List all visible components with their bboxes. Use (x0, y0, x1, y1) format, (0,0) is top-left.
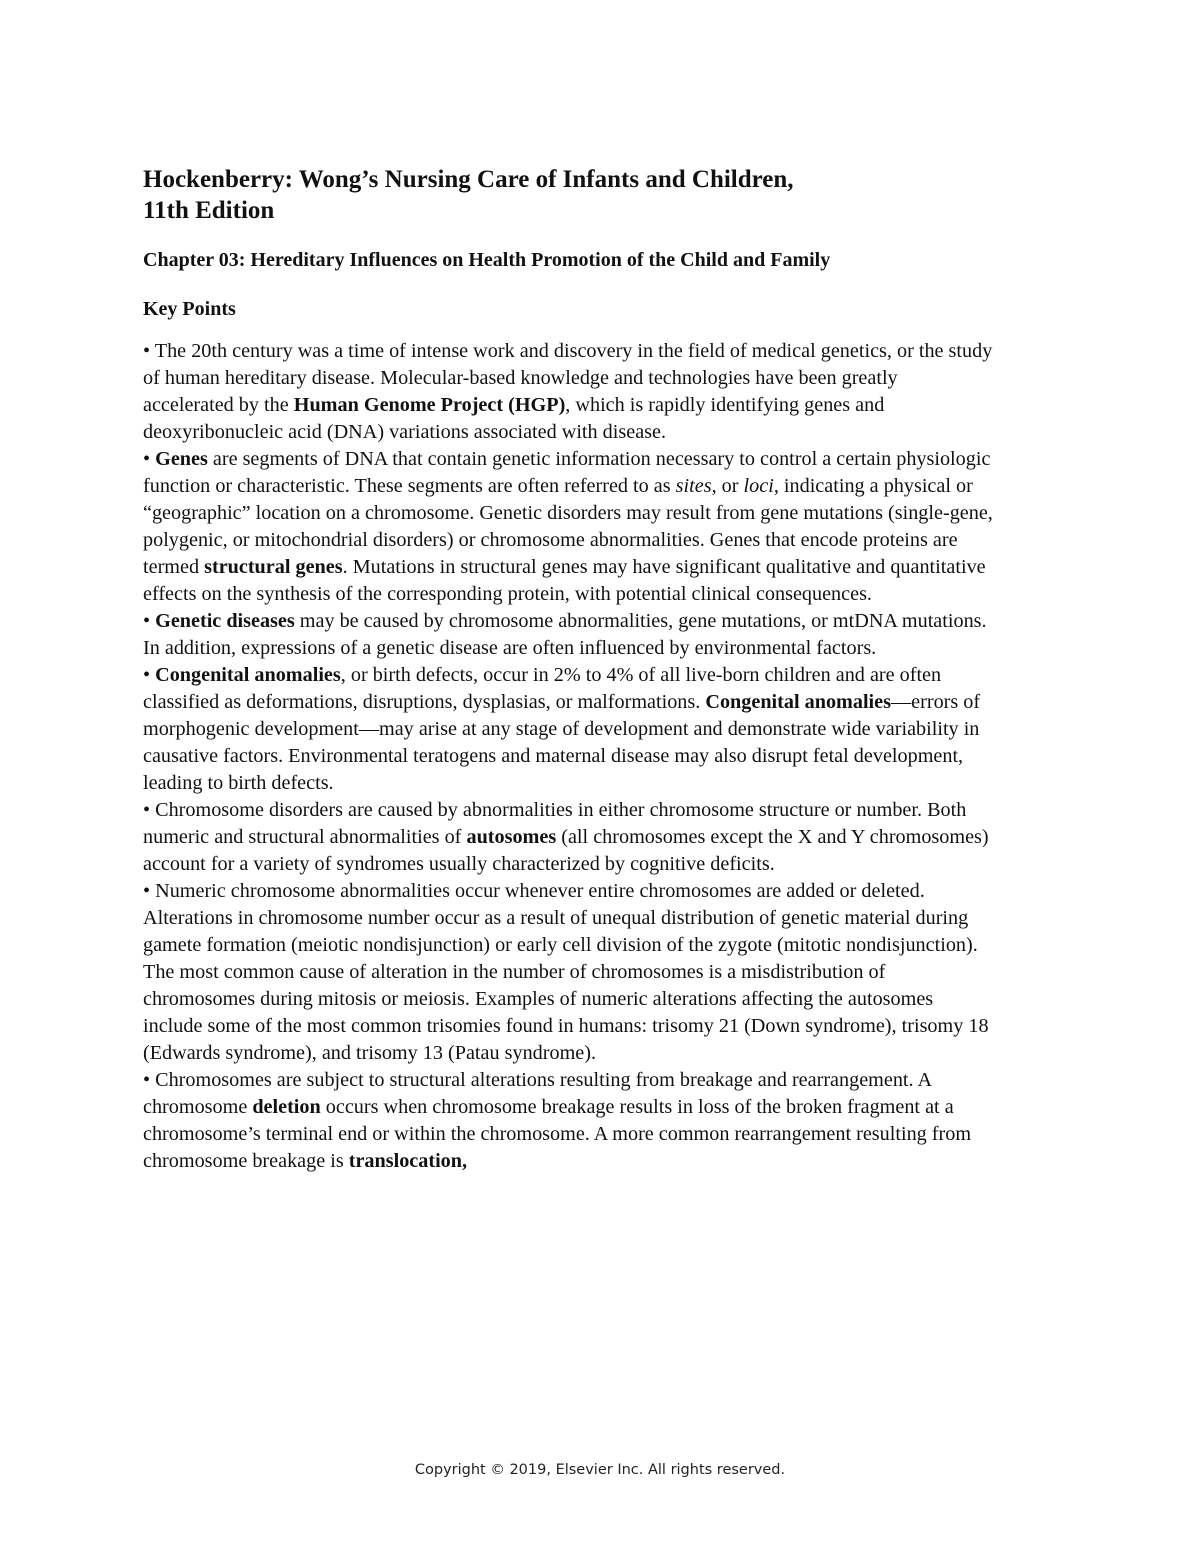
book-title (143, 164, 993, 226)
bullet-icon: • (143, 448, 151, 470)
bullet-icon: • (143, 880, 151, 902)
section-heading-key-points: Key Points (143, 298, 236, 320)
key-point-6 (143, 878, 993, 1067)
bold-term: Congenital anomalies (155, 664, 341, 686)
point-text: , which is rapidly identifying genes and deoxyribonucleic acid (DNA) variations associated with disease. (143, 394, 885, 443)
chapter-title: Chapter 03: Hereditary Influences on Health Promotion of the Child and Family (143, 249, 831, 271)
bold-term: autosomes (466, 826, 557, 848)
point-text: are segments of DNA that contain genetic information necessary to control a certain physiologic function or characteristic. These segments are often referred to as (143, 448, 991, 497)
key-point-5 (143, 797, 993, 878)
point-text: Numeric chromosome abnormalities occur whenever entire chromosomes are added or deleted. Alterations in chromosome number occur as a result of unequal distribution of genetic material during gamete formation (meiotic nondisjunction) or early cell division of the zygote (mitotic nondisjunction). The most common cause of alteration in the number of chromosomes is a misdistribution of chromosomes during mitosis or meiosis. Examples of numeric alterations affecting the autosomes include some of the most common trisomies found in humans: trisomy 21 (Down syndrome), trisomy 18 (Edwards syndrome), and trisomy 13 (Patau syndrome). (143, 880, 989, 1064)
point-text: , indicating a physical or “geographic” location on a chromosome. Genetic disorders may result from gene mutations (single-gene, polygenic, or mitochondrial disorders) or chromosome abnormalities. Genes that encode proteins are termed (143, 475, 993, 578)
bold-term: Genetic diseases (155, 610, 295, 632)
key-point-1 (143, 338, 993, 446)
book-title-line-1: Hockenberry: Wong’s Nursing Care of Infants and Children, (143, 166, 794, 193)
italic-term: loci (743, 475, 774, 497)
point-text: , or (711, 475, 744, 497)
copyright-footer: Copyright © 2019, Elsevier Inc. All rights reserved. (414, 1462, 786, 1478)
bold-term: Human Genome Project (HGP) (293, 394, 566, 416)
key-points-list (143, 338, 993, 1175)
bullet-icon: • (143, 1069, 151, 1091)
point-text: . Mutations in structural genes may have significant qualitative and quantitative effects on the synthesis of the corresponding protein, with potential clinical consequences. (143, 556, 986, 605)
bold-term: deletion (252, 1096, 321, 1118)
bullet-icon: • (143, 610, 151, 632)
book-title-line-2: 11th Edition (143, 197, 275, 224)
bullet-icon: • (143, 799, 151, 821)
document-page (143, 164, 993, 1175)
bold-term: translocation, (348, 1150, 468, 1172)
point-text: (all chromosomes except the X and Y chromosomes) account for a variety of syndromes usually characterized by cognitive deficits. (143, 826, 989, 875)
point-text: The 20th century was a time of intense work and discovery in the field of medical genetics, or the study of human hereditary disease. Molecular-based knowledge and technologies have been greatly accelerated by the (143, 340, 993, 416)
point-text: occurs when chromosome breakage results in loss of the broken fragment at a chromosome’s terminal end or within the chromosome. A more common rearrangement resulting from chromosome breakage is (143, 1096, 972, 1172)
point-text: , or birth defects, occur in 2% to 4% of all live-born children and are often classified as deformations, disruptions, dysplasias, or malformations. (143, 664, 942, 713)
key-point-3 (143, 608, 993, 662)
bullet-icon: • (143, 664, 151, 686)
key-point-2 (143, 446, 993, 608)
italic-term: sites (675, 475, 712, 497)
key-point-4 (143, 662, 993, 797)
point-text: Chromosome disorders are caused by abnormalities in either chromosome structure or number. Both numeric and structural abnormalities of (143, 799, 967, 848)
point-text: may be caused by chromosome abnormalities, gene mutations, or mtDNA mutations. In addition, expressions of a genetic disease are often influenced by environmental factors. (143, 610, 987, 659)
bullet-icon: • (143, 340, 151, 362)
key-point-7 (143, 1067, 993, 1175)
bold-term: structural genes (204, 556, 343, 578)
bold-term: Genes (155, 448, 208, 470)
point-text: —errors of morphogenic development—may arise at any stage of development and demonstrate wide variability in causative factors. Environmental teratogens and maternal disease may also disrupt fetal development, leading to birth defects. (143, 691, 981, 794)
bold-term: Congenital anomalies (705, 691, 891, 713)
point-text: Chromosomes are subject to structural alterations resulting from breakage and rearrangement. A chromosome (143, 1069, 931, 1118)
